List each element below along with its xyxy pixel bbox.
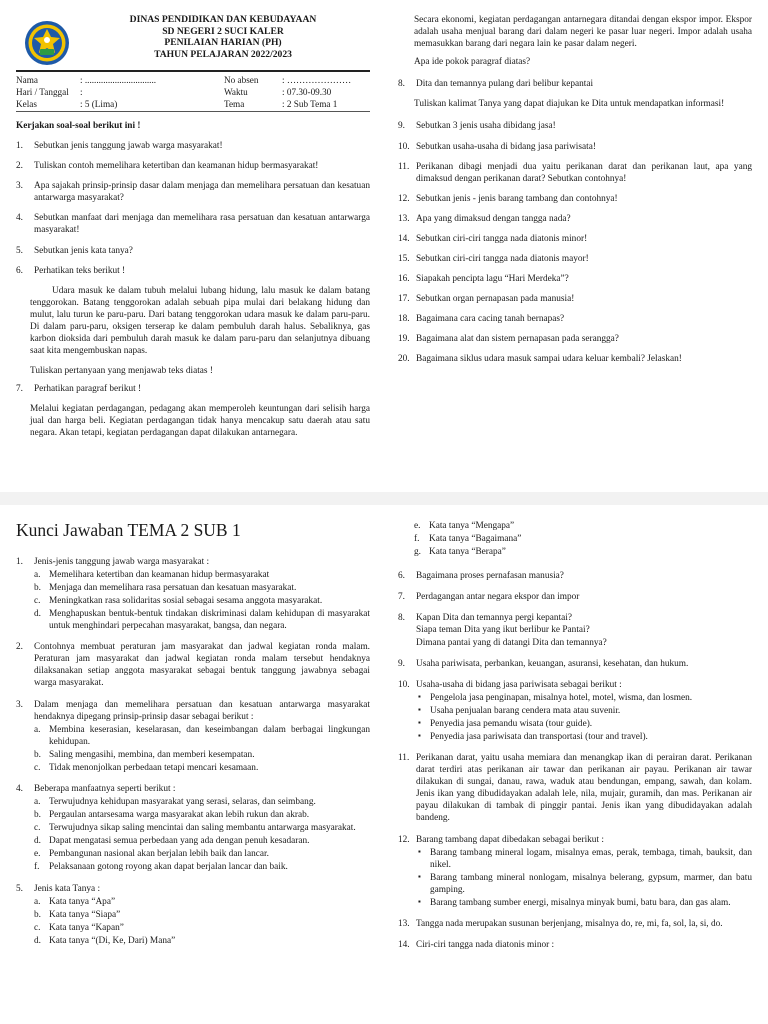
- answer-subitem: [34, 762, 370, 774]
- answer-number: 10.: [398, 679, 410, 690]
- question-text: Bagaimana cara cacing tanah bernapas?: [416, 314, 565, 325]
- question-text: Perhatikan paragraf berikut !: [34, 384, 142, 395]
- answer-number: 13.: [398, 919, 410, 930]
- header-line: DINAS PENDIDIKAN DAN KEBUDAYAAN: [129, 14, 317, 25]
- subitem-text: Meningkatkan rasa solidaritas sosial sebagai sesama anggota masyarakat.: [49, 595, 323, 606]
- waktu-value: : 07.30-09.30: [282, 87, 332, 97]
- subitem-letter: b.: [34, 810, 41, 821]
- answer-subitem: [34, 935, 370, 947]
- kelas-label: Kelas: [16, 99, 37, 109]
- answer-text: Perikanan darat, yaitu usaha memiara dan menangkap ikan di perairan darat. Perikanan darat terdiri atas perikanan air tawar dan perikanan air payau. Perikanan air tawar dilakukan di sungai, danau, rawa, waduk atau bendungan, empang, sawah, dan kolam. Jenis ikan yang dibudidayakan adalah lele, nila, mujair, guramih, dan mas. Perikanan air payau dilakukan di tambak di pinggir pantai. Jenis ikan yang dibudidayakan adalah bandeng.: [416, 753, 752, 824]
- subitem-text: Saling mengasihi, membina, dan memberi kesempatan.: [49, 749, 255, 760]
- answer-item: [398, 834, 752, 909]
- answer-text: Barang tambang dapat dibedakan sebagai berikut :: [416, 834, 604, 845]
- question-text: Apa sajakah prinsip-prinsip dasar dalam menjaga dan memelihara persatuan dan kesatuan antarwarga masyarakat?: [34, 181, 370, 204]
- answer-text: Beberapa manfaatnya seperti berikut :: [34, 784, 176, 794]
- subitem-letter: b.: [34, 749, 41, 760]
- answer-list: [16, 556, 370, 947]
- answer-key-page: [0, 505, 768, 1024]
- header-line: PENILAIAN HARIAN (PH): [164, 37, 282, 49]
- bullet-item: ▪ Barang tambang sumber energi, misalnya minyak bumi, batu bara, dan gas alam.: [416, 897, 752, 909]
- nama-value: : ...............................: [80, 75, 157, 85]
- question-number: 20.: [398, 354, 410, 365]
- subitem-text: Terwujudnya kehidupan masyarakat yang serasi, selaras, dan seimbang.: [49, 797, 316, 808]
- question-text: Tuliskan contoh memelihara ketertiban dan keamanan hidup bermasyarakat!: [34, 161, 319, 172]
- question-list: [398, 120, 752, 365]
- absen-value: : …………………: [282, 75, 352, 85]
- question-item: [398, 141, 752, 153]
- question-text: Sebutkan jenis kata tanya?: [34, 245, 133, 256]
- answer-text: Contohnya membuat peraturan jam masyarakat dan jadwal kegiatan ronda malam. Peraturan jam masyarakat dan jadwal kegiatan ronda malam tersebut hendaknya dilaksanakan setiap anggota masyarakat sebagai bentuk tanggung jawabnya sebagai warga masyarakat.: [34, 642, 370, 689]
- question-number: 11.: [398, 161, 410, 172]
- answer-subitem: [34, 822, 370, 834]
- answer-number: 6.: [398, 571, 405, 582]
- subitem-letter: d.: [34, 935, 41, 946]
- answer-line: Dimana pantai yang di datangi Dita dan temannya?: [416, 637, 607, 648]
- question-text: Sebutkan manfaat dari menjaga dan memelihara rasa persatuan dan kesatuan antarwarga masyarakat!: [34, 213, 370, 236]
- subitem-text: Kata tanya “Kapan”: [49, 922, 124, 933]
- exam-right-column: [398, 14, 752, 373]
- question-number: 18.: [398, 314, 410, 325]
- answer-number: 8.: [398, 613, 405, 624]
- subitem-letter: e.: [414, 521, 421, 531]
- question-task: Tuliskan kalimat Tanya yang dapat diajukan ke Dita untuk mendapatkan informasi!: [414, 99, 725, 110]
- subitem-text: Kata tanya “Apa”: [49, 896, 116, 907]
- subitem-text: Kata tanya “(Di, Ke, Dari) Mana”: [49, 935, 176, 946]
- answer-item: [16, 883, 370, 947]
- question-text: Siapakah pencipta lagu “Hari Merdeka”?: [416, 274, 569, 285]
- subitem-letter: a.: [34, 569, 41, 580]
- answer-subitem: [34, 896, 370, 908]
- question-item: [398, 293, 752, 305]
- reading-passage: Udara masuk ke dalam tubuh melalui lubang hidung, lalu masuk ke dalam batang tenggorokan. Batang tenggorokan adalah sebuah pipa mulai dari belakang hidung dan mulut, lalu turun ke paru-paru. Dari batang tenggorokan udara masuk ke dalam paru-paru. Di dalam paru-paru, oksigen terserap ke dalam pembuluh darah halus. Sebaliknya, gas karbon dioksida dari pembuluh darah masuk ke dalam paru-paru dan selanjutnya dibuang saat kita mengembuskan napas.: [30, 285, 370, 357]
- subitem-letter: b.: [34, 909, 41, 920]
- question-text: Dita dan temannya pulang dari belibur kepantai: [416, 79, 594, 90]
- answer-number: 4.: [16, 784, 23, 794]
- subitem-letter: a.: [34, 896, 41, 907]
- question-number: 1.: [16, 141, 23, 152]
- subitem-letter: a.: [34, 724, 41, 735]
- subitem-text: Kata tanya “Mengapa”: [429, 521, 515, 531]
- exam-header: [16, 14, 370, 68]
- kelas-value: : 5 (Lima): [80, 99, 118, 109]
- question-number: 19.: [398, 334, 410, 345]
- subitem-text: Menjaga dan memelihara rasa persatuan dan kesatuan masyarakat.: [49, 582, 297, 593]
- question-number: 7.: [16, 384, 23, 395]
- answer-bullet-list: [416, 692, 752, 743]
- answer-item: [398, 591, 752, 603]
- question-number: 8.: [398, 79, 405, 90]
- question-number: 15.: [398, 254, 410, 265]
- bullet-item: ▪ Pengelola jasa penginapan, misalnya hotel, motel, wisma, dan losmen.: [416, 692, 752, 704]
- subitem-letter: d.: [34, 836, 41, 847]
- question-item: [398, 253, 752, 265]
- answer-subitem: [34, 582, 370, 594]
- answer-subitem: [34, 569, 370, 581]
- subitem-text: Pergaulan antarsesama warga masyarakat akan lebih rukun dan akrab.: [49, 810, 310, 821]
- subitem-letter: a.: [34, 797, 41, 808]
- question-item: [398, 213, 752, 225]
- subitem-letter: f.: [414, 534, 420, 545]
- question-item: [398, 161, 752, 185]
- question-number: 10.: [398, 141, 410, 152]
- student-identity: [16, 75, 370, 111]
- answer-subitem: [34, 796, 370, 808]
- absen-label: No absen: [224, 75, 259, 85]
- answer-key-left-column: [16, 519, 370, 956]
- header-text: [76, 14, 370, 61]
- question-item: [16, 212, 370, 236]
- answer-item: [16, 783, 370, 874]
- hari-label: Hari / Tanggal: [16, 87, 69, 97]
- page-gap: [0, 492, 768, 505]
- question-text: Bagaimana alat dan sistem pernapasan pada serangga?: [416, 334, 619, 345]
- answer-subitem: [34, 861, 370, 873]
- question-item: [398, 353, 752, 365]
- answer-subitem: [34, 724, 370, 748]
- question-item: [16, 180, 370, 204]
- question-item: [16, 140, 370, 152]
- subitem-letter: c.: [34, 762, 41, 773]
- answer-number: 11.: [398, 753, 410, 764]
- answer-item: [398, 939, 752, 951]
- answer-sublist: [34, 896, 370, 947]
- subitem-text: Pelaksanaan gotong royong akan dapat berjalan lancar dan baik.: [49, 862, 288, 873]
- subitem-text: Tidak menonjolkan perbedaan tetapi mencari kesamaan.: [49, 762, 259, 773]
- answer-number: 3.: [16, 699, 23, 710]
- question-number: 9.: [398, 121, 405, 132]
- question-number: 12.: [398, 193, 410, 204]
- question-item: [398, 193, 752, 205]
- bullet-item: ▪ Barang tambang mineral logam, misalnya emas, perak, tembaga, timah, bauksit, dan nikel.: [416, 847, 752, 871]
- answer-line: Kapan Dita dan temannya pergi kepantai?: [416, 613, 573, 624]
- waktu-label: Waktu: [224, 87, 248, 97]
- question-item: [398, 233, 752, 245]
- subitem-text: Kata tanya “Bagaimana”: [429, 534, 522, 545]
- question-list: [398, 78, 752, 90]
- answer-item: [398, 918, 752, 930]
- instruction: Kerjakan soal-soal berikut ini !: [16, 121, 141, 131]
- question-text: Sebutkan jenis - jenis barang tambang dan contohnya!: [416, 193, 618, 204]
- question-text: Sebutkan ciri-ciri tangga nada diatonis minor!: [416, 233, 588, 244]
- answer-item: [398, 679, 752, 743]
- question-item: [16, 160, 370, 172]
- answer-subitem: [34, 922, 370, 934]
- question-text: Perhatikan teks berikut !: [34, 265, 126, 276]
- subitem-text: Memelihara ketertiban dan keamanan hidup bermasyarakat: [49, 569, 270, 580]
- answer-number: 12.: [398, 834, 410, 845]
- answer-text: Dalam menjaga dan memelihara persatuan dan kesatuan antarwarga masyarakat hendaknya dipegang prinsip-prinsip dasar sebagai berikut :: [34, 699, 370, 722]
- question-item: [398, 313, 752, 325]
- subitem-text: Kata tanya “Berapa”: [429, 547, 506, 558]
- header-line: TAHUN PELAJARAN 2022/2023: [154, 49, 292, 61]
- question-item: [398, 273, 752, 285]
- subitem-text: Menghapuskan bentuk-bentuk tindakan diskriminasi dalam kehidupan di masyarakat untuk menghindari perpecahan masyarakat, bangsa, dan negara.: [49, 609, 370, 632]
- subitem-text: Membina keserasian, keselarasan, dan keseimbangan dalam berbagai lingkungan kehidupan.: [49, 724, 370, 747]
- answer-subitem: [34, 809, 370, 821]
- question-item: [16, 265, 370, 277]
- subitem-letter: c.: [34, 595, 41, 606]
- answer-item: [398, 752, 752, 824]
- question-number: 5.: [16, 245, 23, 256]
- answer-subitem: [34, 848, 370, 860]
- answer-item: [16, 641, 370, 689]
- subitem-letter: b.: [34, 582, 41, 593]
- header-line: SD NEGERI 2 SUCI KALER: [162, 25, 284, 37]
- question-number: 2.: [16, 161, 23, 172]
- question-text: Perikanan dibagi menjadi dua yaitu perikanan darat dan perikanan laut, apa yang dimaksud dengan perikanan darat? Sebutkan contohnya!: [416, 161, 752, 184]
- paragraph-task: Apa ide pokok paragraf diatas?: [414, 57, 531, 68]
- answer-number: 7.: [398, 592, 405, 603]
- answer-item: [398, 658, 752, 670]
- answer-sublist: [34, 569, 370, 632]
- identity-divider: [16, 111, 370, 112]
- tema-value: : 2 Sub Tema 1: [282, 99, 338, 109]
- answer-subitem: [414, 520, 752, 532]
- answer-number: 2.: [16, 642, 23, 653]
- hari-value: :: [80, 87, 83, 97]
- reading-paragraph: Melalui kegiatan perdagangan, pedagang akan memperoleh keuntungan dari selisih harga jual dan harga beli. Kegiatan perdagangan tidak hanya mencakup satu daerah atau satu negara. Akan tetapi, kegiatan perdagangan dapat dilakukan antarnegara.: [30, 404, 370, 439]
- subitem-letter: d.: [34, 609, 41, 620]
- question-text: Sebutkan organ pernapasan pada manusia!: [416, 294, 575, 305]
- answer-item: [16, 699, 370, 774]
- question-list: [16, 140, 370, 277]
- answer-bullet-list: [416, 847, 752, 909]
- header-divider: [16, 70, 370, 72]
- question-text: Sebutkan ciri-ciri tangga nada diatonis mayor!: [416, 254, 589, 265]
- reading-paragraph-continued: Secara ekonomi, kegiatan perdagangan antarnegara ditandai dengan ekspor impor. Ekspor adalah usaha menjual barang dari dalam negeri ke pasar luar negeri. Impor adalah usaha memasukkan barang dari negara lain ke pasar dalam negeri.: [414, 15, 752, 50]
- subitem-text: Pembangunan nasional akan berjalan lebih baik dan lancar.: [49, 849, 269, 860]
- bullet-item: ▪ Usaha penjualan barang cendera mata atau suvenir.: [416, 705, 752, 717]
- question-number: 13.: [398, 213, 410, 224]
- question-text: Sebutkan usaha-usaha di bidang jasa pariwisata!: [416, 141, 596, 152]
- question-item: [398, 78, 752, 90]
- answer-subitem: [34, 595, 370, 607]
- subitem-letter: c.: [34, 823, 41, 834]
- answer-subitem: [34, 749, 370, 761]
- tut-wuri-handayani-logo-icon: [24, 20, 70, 66]
- answer-text: Jenis-jenis tanggung jawab warga masyarakat :: [34, 556, 210, 567]
- question-text: Apa yang dimaksud dengan tangga nada?: [416, 213, 571, 224]
- answer-sublist: [34, 724, 370, 774]
- answer-number: 5.: [16, 883, 23, 894]
- answer-subitem: [34, 909, 370, 921]
- answer-text: Usaha pariwisata, perbankan, keuangan, asuransi, kesehatan, dan hukum.: [416, 658, 689, 669]
- answer-text: Usaha-usaha di bidang jasa pariwisata sebagai berikut :: [416, 679, 622, 690]
- subitem-text: Terwujudnya sikap saling mencintai dan saling membantu antarwarga masyarakat.: [49, 823, 356, 834]
- passage-task: Tuliskan pertanyaan yang menjawab teks diatas !: [30, 366, 213, 377]
- subitem-letter: f.: [34, 862, 40, 873]
- answer-line: Siapa teman Dita yang ikut berlibur ke Pantai?: [416, 625, 590, 636]
- subitem-letter: c.: [34, 922, 41, 933]
- subitem-text: Dapat mengatasi semua perbedaan yang ada dengan penuh kesadaran.: [49, 836, 310, 847]
- answer-text: Ciri-ciri tangga nada diatonis minor :: [416, 940, 555, 951]
- question-list: [16, 383, 370, 395]
- answer-number: 1.: [16, 556, 23, 567]
- answer-key-right-column: [398, 519, 752, 960]
- answer-text: Jenis kata Tanya :: [34, 883, 101, 894]
- answer-sublist-continued: [414, 520, 752, 558]
- subitem-letter: e.: [34, 849, 41, 860]
- answer-list: [398, 570, 752, 951]
- question-text: Bagaimana siklus udara masuk sampai udara keluar kembali? Jelaskan!: [416, 354, 682, 365]
- nama-label: Nama: [16, 75, 38, 85]
- answer-sublist: [34, 796, 370, 873]
- exam-page: [0, 0, 768, 492]
- question-number: 16.: [398, 274, 410, 285]
- question-item: [398, 333, 752, 345]
- bullet-item: ▪ Barang tambang mineral nonlogam, misalnya belerang, gypsum, marmer, dan batu gamping.: [416, 872, 752, 896]
- question-number: 4.: [16, 213, 23, 224]
- answer-item: [398, 612, 752, 648]
- answer-text: Perdagangan antar negara ekspor dan impor: [416, 592, 580, 603]
- bullet-item: ▪ Penyedia jasa pemandu wisata (tour guide).: [416, 718, 752, 730]
- subitem-letter: g.: [414, 547, 421, 558]
- answer-subitem: [414, 546, 752, 558]
- tema-label: Tema: [224, 99, 245, 109]
- bullet-item: ▪ Penyedia jasa pariwisata dan transportasi (tour and travel).: [416, 731, 752, 743]
- question-item: [16, 245, 370, 257]
- answer-key-title: Kunci Jawaban TEMA 2 SUB 1: [16, 520, 241, 540]
- question-item: [398, 120, 752, 132]
- question-text: Sebutkan 3 jenis usaha dibidang jasa!: [416, 121, 556, 132]
- answer-text: Tangga nada merupakan susunan berjenjang, misalnya do, re, mi, fa, sol, la, si, do.: [416, 919, 723, 930]
- answer-number: 9.: [398, 658, 405, 669]
- answer-subitem: [34, 608, 370, 632]
- answer-item: [398, 570, 752, 582]
- answer-subitem: [34, 835, 370, 847]
- question-number: 3.: [16, 181, 23, 192]
- answer-text: Bagaimana proses pernafasan manusia?: [416, 571, 564, 582]
- question-number: 17.: [398, 294, 410, 305]
- subitem-text: Kata tanya “Siapa”: [49, 909, 121, 920]
- question-text: Sebutkan jenis tanggung jawab warga masyarakat!: [34, 141, 223, 152]
- question-item: [16, 383, 370, 395]
- answer-item: [16, 556, 370, 632]
- answer-subitem: [414, 533, 752, 545]
- question-number: 14.: [398, 233, 410, 244]
- exam-left-column: [16, 0, 370, 446]
- question-number: 6.: [16, 265, 23, 276]
- answer-number: 14.: [398, 940, 410, 951]
